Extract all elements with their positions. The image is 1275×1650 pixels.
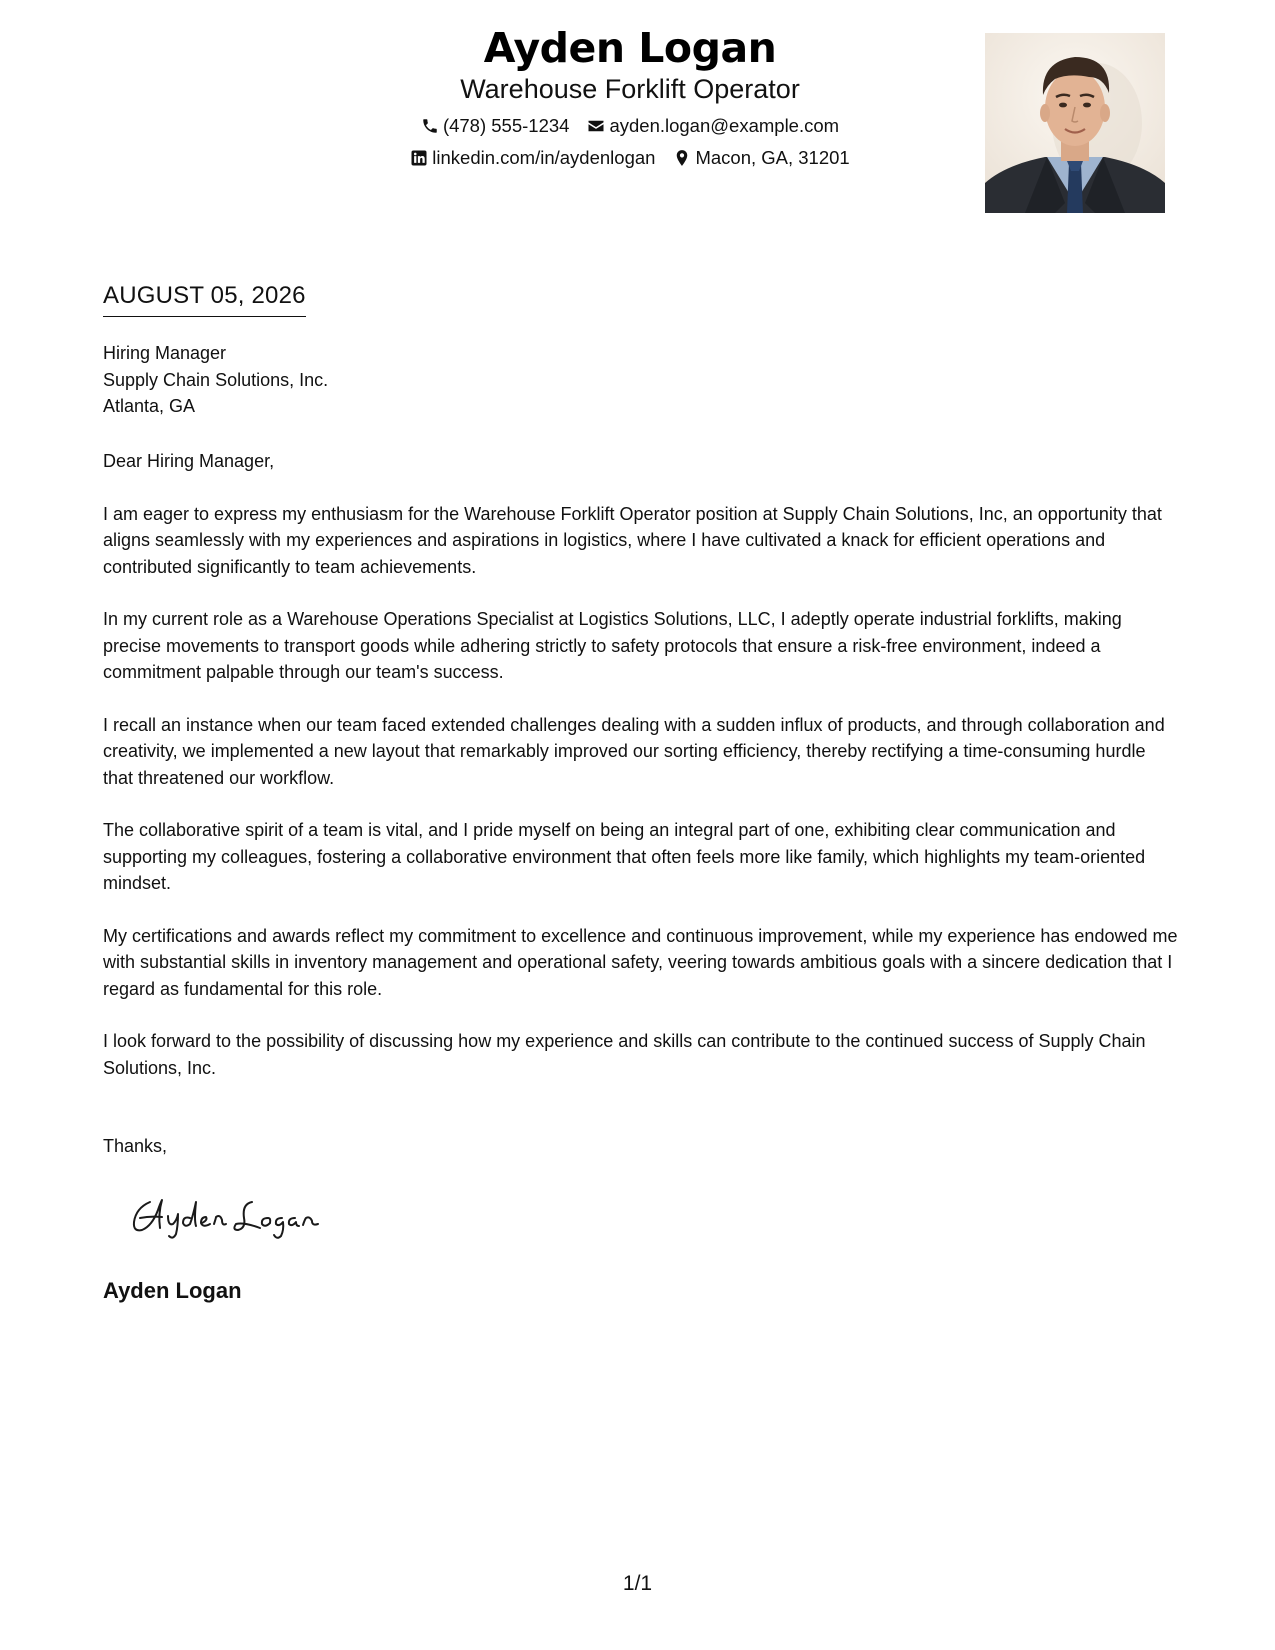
paragraph-2: In my current role as a Warehouse Operations Specialist at Logistics Solutions, LLC, I adeptly operate industrial forklifts, making precise movements to transport goods while adhering strictly to safety protocols that ensure a risk-free environment, indeed a commitment palpable through our team's success. bbox=[103, 609, 1122, 682]
paragraph-4: The collaborative spirit of a team is vital, and I pride myself on being an integral part of one, exhibiting clear communication and supporting my colleagues, fostering a collaborative environment that often feels more like family, which highlights my team-oriented mindset. bbox=[103, 820, 1146, 893]
letter-date: AUGUST 05, 2026 bbox=[103, 280, 306, 317]
recipient-title: Hiring Manager bbox=[103, 343, 227, 363]
profile-photo bbox=[985, 33, 1165, 213]
phone-text: (478) 555-1234 bbox=[442, 115, 570, 136]
paragraph-1: I am eager to express my enthusiasm for the Warehouse Forklift Operator position at Supply Chain Solutions, Inc, an opportunity that aligns seamlessly with my experiences and aspirations in logistics, where I have cultivated a knack for efficient operations and contributed significantly to team achievements. bbox=[103, 503, 1162, 577]
closing: Thanks, bbox=[103, 1136, 168, 1156]
linkedin-icon bbox=[410, 149, 428, 167]
map-pin-icon bbox=[673, 149, 691, 167]
phone-icon bbox=[421, 117, 439, 135]
paragraph-3: I recall an instance when our team faced extended challenges dealing with a sudden influx of products, and through collaboration and creativity, we implemented a new layout that remarkably improved our sorting efficiency, thereby rectifying a time-consuming hurdle that threatened our workflow. bbox=[103, 714, 1165, 788]
page-number: 1/1 bbox=[622, 1572, 653, 1595]
paragraph-6: I look forward to the possibility of discussing how my experience and skills can contribute to the continued success of Supply Chain Solutions, Inc. bbox=[103, 1031, 1146, 1078]
recipient-company: Supply Chain Solutions, Inc. bbox=[103, 369, 329, 390]
paragraph-5: My certifications and awards reflect my commitment to excellence and continuous improvement, while my experience has endowed me with substantial skills in inventory management and operational safety, veering towards ambitious goals with a sincere dedication that I regard as fundamental for this role. bbox=[103, 925, 1178, 999]
applicant-name: Ayden Logan bbox=[483, 24, 777, 72]
contact-location bbox=[673, 146, 849, 170]
envelope-icon bbox=[587, 117, 605, 135]
contact-linkedin[interactable] bbox=[410, 146, 655, 170]
salutation: Dear Hiring Manager, bbox=[103, 451, 275, 471]
handwritten-signature bbox=[128, 1190, 338, 1240]
location-text: Macon, GA, 31201 bbox=[695, 147, 850, 168]
contact-email[interactable] bbox=[587, 114, 839, 138]
recipient-block bbox=[103, 340, 328, 420]
contact-phone[interactable] bbox=[421, 114, 570, 138]
letter-body bbox=[103, 448, 1178, 1107]
applicant-job-title: Warehouse Forklift Operator bbox=[460, 74, 800, 104]
linkedin-text: linkedin.com/in/aydenlogan bbox=[432, 147, 656, 168]
signer-name: Ayden Logan bbox=[103, 1278, 242, 1303]
email-text: ayden.logan@example.com bbox=[609, 115, 840, 136]
recipient-location: Atlanta, GA bbox=[103, 396, 196, 416]
